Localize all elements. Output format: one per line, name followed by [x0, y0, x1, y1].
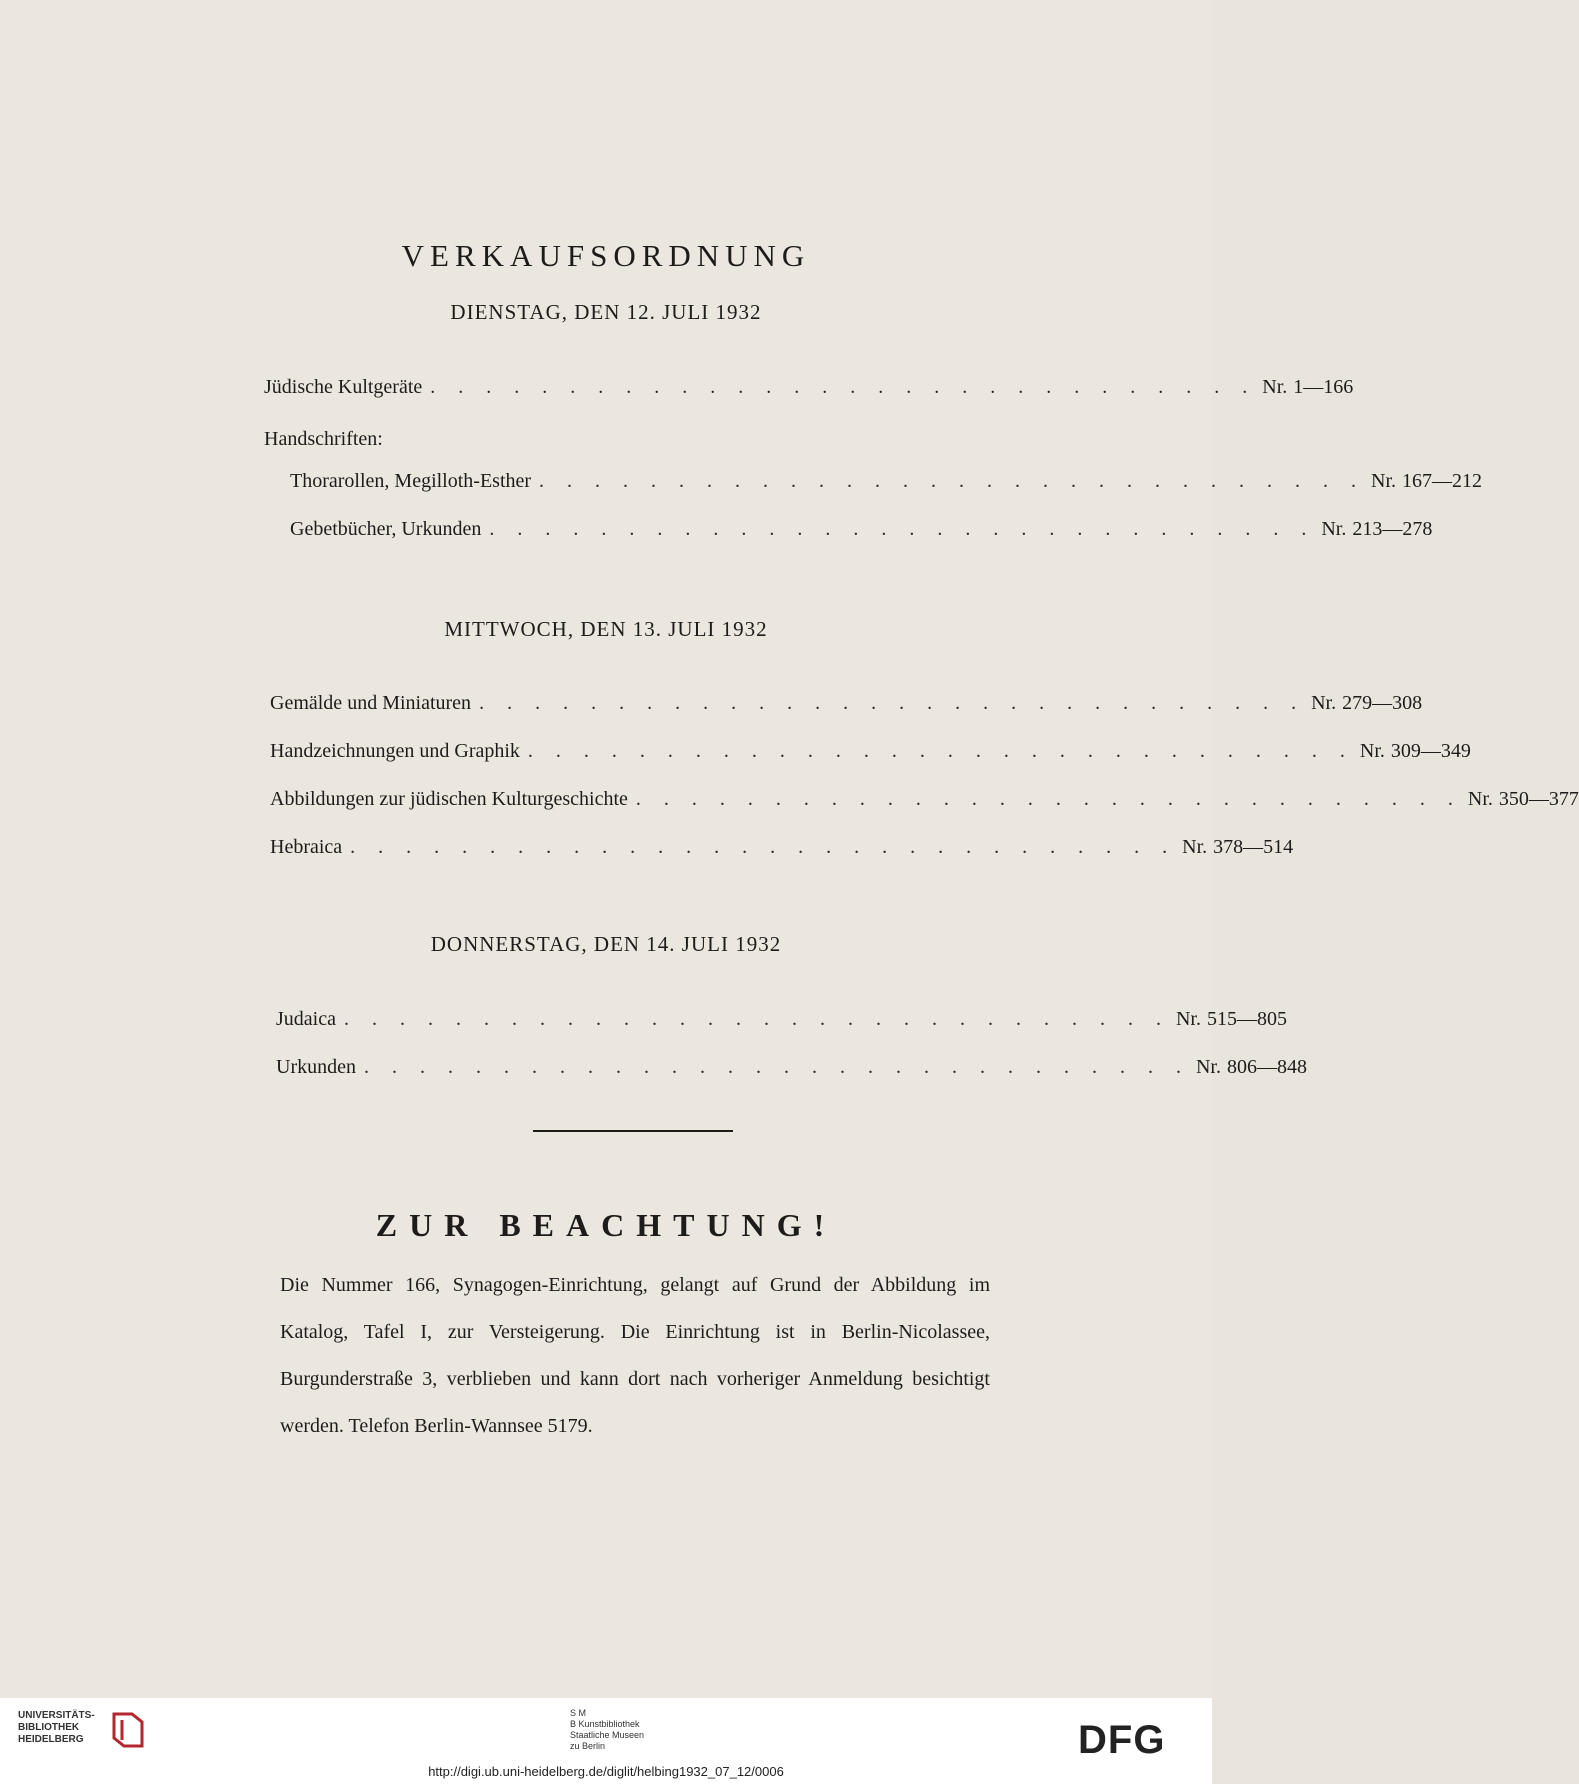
notice-text [280, 1262, 990, 1450]
lot-range: 167—212 [1402, 470, 1483, 492]
lot-row [276, 1008, 1287, 1038]
leader-dots: . . . . . . . . . . . . . . . . . . . . . . . . . . . . . . [430, 376, 1257, 398]
lot-row [264, 376, 1354, 406]
leader-dots: . . . . . . . . . . . . . . . . . . . . . . . . . . . . . . [363, 1056, 1190, 1078]
lot-nr: Nr. [1359, 740, 1385, 762]
lot-row [270, 788, 1579, 818]
lot-label: Gebetbücher, Urkunden [290, 518, 482, 540]
university-library-logo[interactable] [18, 1710, 95, 1746]
kunstbibliothek-logo[interactable] [570, 1708, 644, 1752]
leader-dots: . . . . . . . . . . . . . . . . . . . . . . . . . . . . . . [539, 470, 1366, 492]
lot-range: 515—805 [1206, 1008, 1287, 1030]
lot-nr: Nr. [1371, 470, 1397, 492]
lot-row [290, 470, 1483, 500]
notice-paragraph: Die Nummer 166, Synagogen-Einrichtung, gelangt auf Grund der Abbildung im Katalog, Tafel I, zur Versteigerung. Die Einrichtung ist in Berlin-Nicolassee, Burgunderstraße 3, verblieben und kann dort nach vorheriger Anmeldung besichtigt werden. Telefon Berlin-Wannsee 5179. [280, 1274, 990, 1437]
university-emblem-icon [110, 1710, 146, 1750]
lot-range: 309—349 [1390, 740, 1471, 762]
lot-row [290, 518, 1433, 548]
logo-text-line: BIBLIOTHEK [18, 1722, 80, 1733]
dfg-logo[interactable]: DFG [1078, 1718, 1166, 1762]
lot-range: 279—308 [1342, 692, 1423, 714]
leader-dots: . . . . . . . . . . . . . . . . . . . . . . . . . . . . . . [489, 518, 1316, 540]
lot-row [270, 836, 1294, 866]
lot-label: Urkunden [276, 1056, 356, 1078]
lot-row [276, 1056, 1307, 1086]
lot-label: Jüdische Kultgeräte [264, 376, 423, 398]
lot-nr: Nr. [1182, 836, 1208, 858]
divider-rule [533, 1130, 733, 1132]
lot-range: 378—514 [1213, 836, 1294, 858]
page-title: VERKAUFSORDNUNG [401, 238, 811, 273]
lot-nr: Nr. [1467, 788, 1493, 810]
lot-nr: Nr. [1311, 692, 1337, 714]
lot-label: Hebraica [270, 836, 343, 858]
leader-dots: . . . . . . . . . . . . . . . . . . . . . . . . . . . . . . [350, 836, 1177, 858]
leader-dots: . . . . . . . . . . . . . . . . . . . . . . . . . . . . . . [343, 1008, 1170, 1030]
leader-dots: . . . . . . . . . . . . . . . . . . . . . . . . . . . . . . [527, 740, 1354, 762]
lot-label: Handzeichnungen und Graphik [270, 740, 520, 762]
lot-range: 1—166 [1293, 376, 1354, 398]
lot-range: 350—377 [1498, 788, 1579, 810]
leader-dots: . . . . . . . . . . . . . . . . . . . . . . . . . . . . . . [479, 692, 1306, 714]
logo-text-line: UNIVERSITÄTS- [18, 1710, 95, 1721]
lot-label: Thorarollen, Megilloth-Esther [290, 470, 532, 492]
lot-range: 806—848 [1226, 1056, 1307, 1078]
logo-text-line: zu Berlin [570, 1741, 606, 1751]
lot-range: 213—278 [1352, 518, 1433, 540]
day-heading-thursday: DONNERSTAG, DEN 14. JULI 1932 [430, 932, 782, 956]
section-subheading: Handschriften: [264, 428, 383, 450]
leader-dots: . . . . . . . . . . . . . . . . . . . . . . . . . . . . . . [635, 788, 1462, 810]
lot-nr: Nr. [1195, 1056, 1221, 1078]
day-heading-tuesday: DIENSTAG, DEN 12. JULI 1932 [450, 300, 762, 324]
lot-label: Judaica [276, 1008, 336, 1030]
lot-label: Abbildungen zur jüdischen Kulturgeschichte [270, 788, 628, 810]
logo-text-line: S M [570, 1708, 587, 1718]
source-url[interactable]: http://digi.ub.uni-heidelberg.de/diglit/helbing1932_07_12/0006 [428, 1764, 784, 1779]
lot-row [270, 740, 1471, 770]
lot-row [270, 692, 1423, 722]
lot-label: Gemälde und Miniaturen [270, 692, 472, 714]
day-heading-wednesday: MITTWOCH, DEN 13. JULI 1932 [444, 617, 768, 641]
lot-nr: Nr. [1175, 1008, 1201, 1030]
logo-text-line: Staatliche Museen [570, 1730, 645, 1740]
notice-title: ZUR BEACHTUNG! [375, 1207, 837, 1243]
lot-nr: Nr. [1262, 376, 1288, 398]
logo-text-line: HEIDELBERG [18, 1734, 84, 1745]
lot-nr: Nr. [1321, 518, 1347, 540]
logo-text-line: B Kunstbibliothek [570, 1719, 640, 1729]
